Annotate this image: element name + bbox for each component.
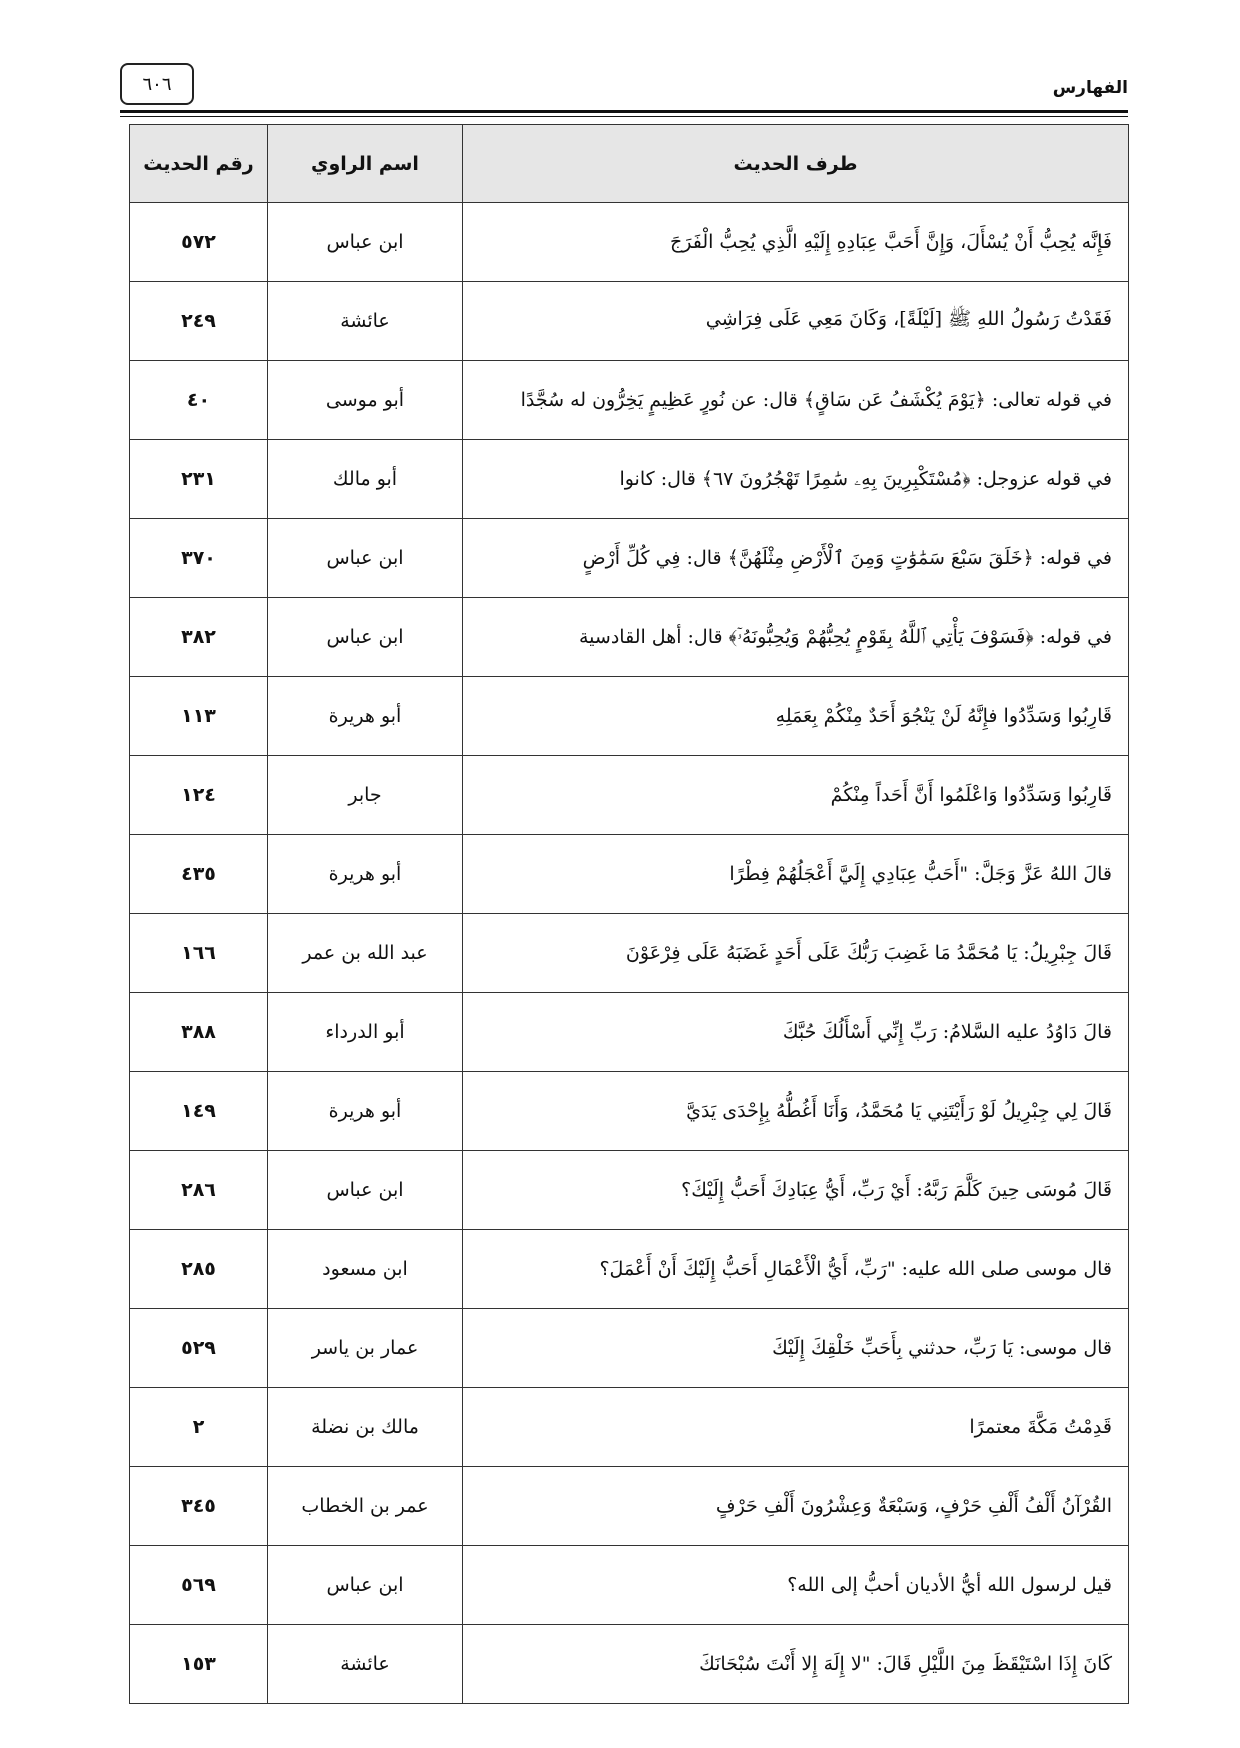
hadith-text: قال موسى: يَا رَبِّ، حدثني بِأَحَبِّ خَلْقِكَ إِلَيْكَ bbox=[463, 1309, 1129, 1388]
hadith-text: في قوله عزوجل: ﴿مُسْتَكْبِرِينَ بِهِۦ سَٰمِرًا تَهْجُرُونَ ٦٧﴾ قال: كانوا bbox=[463, 440, 1129, 519]
narrator-name: أبو موسى bbox=[268, 361, 463, 440]
hadith-text: فَإِنَّه يُحِبُّ أَنْ يُسْأَلَ، وَإِنَّ أَحَبَّ عِبَادِهِ إِلَيْهِ الَّذِي يُحِبُّ الْفَرَجَ bbox=[463, 203, 1129, 282]
table-row bbox=[130, 440, 1129, 519]
hadith-number: ٢٤٩ bbox=[130, 282, 268, 361]
narrator-name: ابن عباس bbox=[268, 1546, 463, 1625]
column-header-number: رقم الحديث bbox=[130, 125, 268, 203]
table-row bbox=[130, 914, 1129, 993]
hadith-text: كَانَ إِذَا اسْتَيْقَظَ مِنَ اللَّيْلِ قَالَ: "لا إِلَهَ إِلا أَنْتَ سُبْحَانَكَ bbox=[463, 1625, 1129, 1704]
hadith-text: في قوله تعالى: ﴿يَوْمَ يُكْشَفُ عَن سَاقٍ﴾ قال: عن نُورٍ عَظِيمٍ يَخِرُّون له سُجَّدًا bbox=[463, 361, 1129, 440]
hadith-number: ٥٦٩ bbox=[130, 1546, 268, 1625]
hadith-number: ٢٨٦ bbox=[130, 1151, 268, 1230]
hadith-number: ٣٧٠ bbox=[130, 519, 268, 598]
narrator-name: ابن مسعود bbox=[268, 1230, 463, 1309]
narrator-name: عمار بن ياسر bbox=[268, 1309, 463, 1388]
table-row bbox=[130, 1388, 1129, 1467]
table-row bbox=[130, 993, 1129, 1072]
hadith-text: قال موسى صلى الله عليه: "رَبِّ، أَيُّ الْأَعْمَالِ أَحَبُّ إِلَيْكَ أَنْ أَعْمَلَ؟ bbox=[463, 1230, 1129, 1309]
hadith-number: ١١٣ bbox=[130, 677, 268, 756]
narrator-name: جابر bbox=[268, 756, 463, 835]
hadith-number: ٢٨٥ bbox=[130, 1230, 268, 1309]
table-row bbox=[130, 677, 1129, 756]
narrator-name: أبو هريرة bbox=[268, 1072, 463, 1151]
narrator-name: ابن عباس bbox=[268, 203, 463, 282]
hadith-number: ٢٣١ bbox=[130, 440, 268, 519]
table-row bbox=[130, 519, 1129, 598]
hadith-number: ٣٤٥ bbox=[130, 1467, 268, 1546]
hadith-number: ٤٠ bbox=[130, 361, 268, 440]
table-row bbox=[130, 1309, 1129, 1388]
header-rule-thin bbox=[120, 116, 1128, 117]
hadith-text: فَقَدْتُ رَسُولُ اللهِ ﷺ [لَيْلَةً]، وَكَانَ مَعِي عَلَى فِرَاشِي bbox=[463, 282, 1129, 361]
narrator-name: عبد الله بن عمر bbox=[268, 914, 463, 993]
narrator-name: ابن عباس bbox=[268, 1151, 463, 1230]
hadith-number: ١٥٣ bbox=[130, 1625, 268, 1704]
hadith-text: قَالَ مُوسَى حِينَ كَلَّمَ رَبَّهُ: أَيْ رَبِّ، أَيُّ عِبَادِكَ أَحَبُّ إِلَيْكَ؟ bbox=[463, 1151, 1129, 1230]
hadith-text: قَدِمْتُ مَكَّةَ معتمرًا bbox=[463, 1388, 1129, 1467]
column-header-hadith: طرف الحديث bbox=[463, 125, 1129, 203]
narrator-name: أبو مالك bbox=[268, 440, 463, 519]
hadith-text: قالَ اللهُ عَزَّ وَجَلَّ: "أَحَبُّ عِبَادِي إِلَيَّ أَعْجَلُهُمْ فِطْرًا bbox=[463, 835, 1129, 914]
column-header-narrator: اسم الراوي bbox=[268, 125, 463, 203]
narrator-name: مالك بن نضلة bbox=[268, 1388, 463, 1467]
hadith-text: قيل لرسول الله أيُّ الأديان أحبُّ إلى الله؟ bbox=[463, 1546, 1129, 1625]
hadith-text: القُرْآنُ أَلْفُ أَلْفِ حَرْفٍ، وَسَبْعَةٌ وَعِشْرُونَ أَلْفِ حَرْفٍ bbox=[463, 1467, 1129, 1546]
hadith-number: ٥٢٩ bbox=[130, 1309, 268, 1388]
page-number-text: ٦٠٦ bbox=[142, 73, 172, 95]
table-row bbox=[130, 203, 1129, 282]
table-row bbox=[130, 1072, 1129, 1151]
table-row bbox=[130, 756, 1129, 835]
narrator-name: أبو الدرداء bbox=[268, 993, 463, 1072]
table-row bbox=[130, 361, 1129, 440]
running-title: الفهارس bbox=[1052, 78, 1128, 98]
table-row bbox=[130, 282, 1129, 361]
hadith-number: ١٢٤ bbox=[130, 756, 268, 835]
narrator-name: ابن عباس bbox=[268, 598, 463, 677]
narrator-name: ابن عباس bbox=[268, 519, 463, 598]
hadith-index-table bbox=[129, 124, 1129, 1704]
table-row bbox=[130, 835, 1129, 914]
narrator-name: عائشة bbox=[268, 282, 463, 361]
hadith-number: ٥٧٢ bbox=[130, 203, 268, 282]
table-row bbox=[130, 598, 1129, 677]
hadith-number: ٢ bbox=[130, 1388, 268, 1467]
hadith-text: قَارِبُوا وَسَدِّدُوا وَاعْلَمُوا أَنَّ أَحَداً مِنْكُمْ bbox=[463, 756, 1129, 835]
table-row bbox=[130, 1151, 1129, 1230]
table-row bbox=[130, 1230, 1129, 1309]
narrator-name: أبو هريرة bbox=[268, 835, 463, 914]
narrator-name: عائشة bbox=[268, 1625, 463, 1704]
hadith-number: ٣٨٨ bbox=[130, 993, 268, 1072]
hadith-text: في قوله: ﴿خَلَقَ سَبْعَ سَمَٰوَٰتٍ وَمِنَ ٱلْأَرْضِ مِثْلَهُنَّ﴾ قال: فِي كُلِّ أَرْضٍ bbox=[463, 519, 1129, 598]
narrator-name: عمر بن الخطاب bbox=[268, 1467, 463, 1546]
hadith-text: قَارِبُوا وَسَدِّدُوا فإِنَّهُ لَنْ يَنْجُوَ أَحَدٌ مِنْكُمْ بِعَمَلِهِ bbox=[463, 677, 1129, 756]
page-number bbox=[120, 63, 194, 105]
hadith-text: قَالَ جِبْرِيلُ: يَا مُحَمَّدُ مَا غَضِبَ رَبُّكَ عَلَى أَحَدٍ غَضَبَهُ عَلَى فِرْعَوْنَ bbox=[463, 914, 1129, 993]
table-header-row bbox=[130, 125, 1129, 203]
table-row bbox=[130, 1467, 1129, 1546]
hadith-number: ١٦٦ bbox=[130, 914, 268, 993]
table-row bbox=[130, 1546, 1129, 1625]
hadith-text: في قوله: ﴿فَسَوْفَ يَأْتِي ٱللَّهُ بِقَوْمٍ يُحِبُّهُمْ وَيُحِبُّونَهُۥٓ﴾ قال: أهل القادسية bbox=[463, 598, 1129, 677]
hadith-text: قالَ دَاوُدُ عليه السَّلامُ: رَبِّ إِنِّي أَسْأَلُكَ حُبَّكَ bbox=[463, 993, 1129, 1072]
header-rule-thick bbox=[120, 110, 1128, 113]
hadith-number: ١٤٩ bbox=[130, 1072, 268, 1151]
table-row bbox=[130, 1625, 1129, 1704]
narrator-name: أبو هريرة bbox=[268, 677, 463, 756]
hadith-text: قَالَ لِي جِبْرِيلُ لَوْ رَأَيْتَنِي يَا مُحَمَّدُ، وَأَنَا أَغُطُّهُ بِإِحْدَى يَدَيَّ bbox=[463, 1072, 1129, 1151]
hadith-number: ٤٣٥ bbox=[130, 835, 268, 914]
hadith-number: ٣٨٢ bbox=[130, 598, 268, 677]
